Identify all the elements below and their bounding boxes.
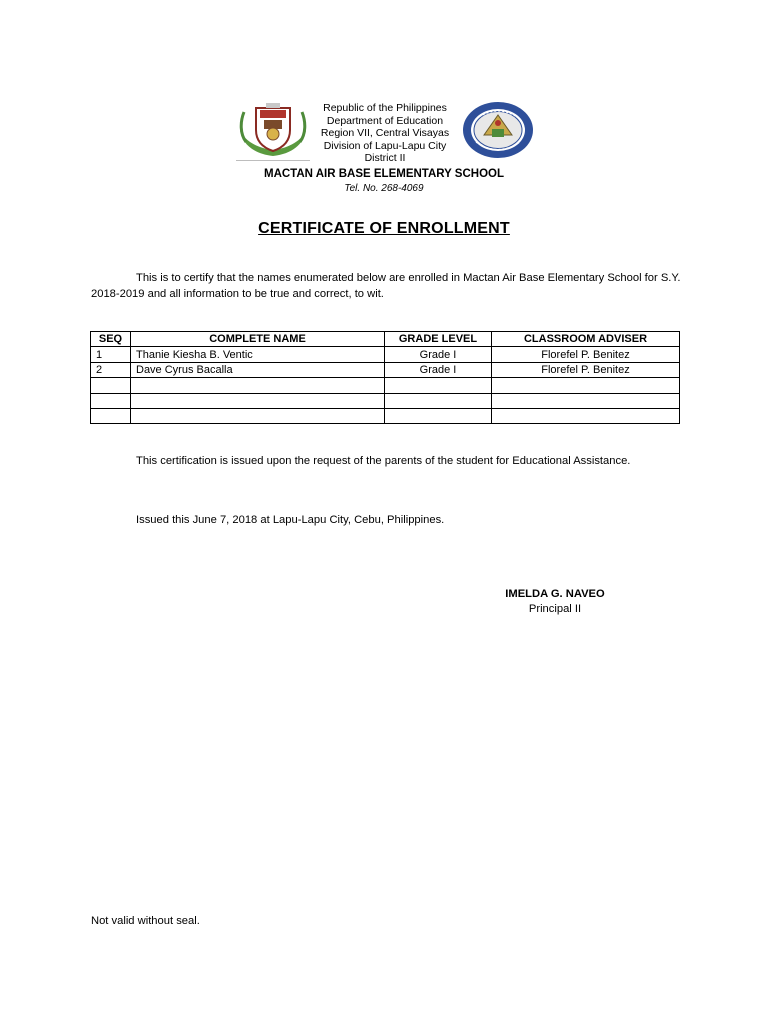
seq-cell: 1	[91, 347, 131, 362]
table-row	[91, 408, 680, 423]
adviser-cell: Florefel P. Benitez	[492, 347, 680, 362]
grade-cell	[385, 378, 492, 393]
header-line: Region VII, Central Visayas	[320, 127, 450, 140]
column-header-seq: SEQ	[91, 332, 131, 347]
name-cell: Dave Cyrus Bacalla	[131, 362, 385, 377]
header-line: Department of Education	[326, 114, 444, 127]
division-seal-logo	[462, 101, 534, 159]
name-cell	[131, 393, 385, 408]
header-line: District II	[364, 152, 406, 165]
enrollment-table	[90, 331, 680, 424]
column-header-name: COMPLETE NAME	[131, 332, 385, 347]
issued-text: Issued this June 7, 2018 at Lapu-Lapu City, Cebu, Philippines.	[136, 514, 445, 526]
school-seal-logo	[236, 100, 310, 160]
validity-note: Not valid without seal.	[91, 915, 200, 927]
seq-cell	[91, 393, 131, 408]
grade-cell: Grade I	[385, 362, 492, 377]
header-line: Division of Lapu-Lapu City	[323, 139, 447, 152]
seq-cell	[91, 408, 131, 423]
certificate-title: CERTIFICATE OF ENROLLMENT	[258, 220, 510, 237]
header-line: Republic of the Philippines	[323, 102, 447, 114]
adviser-cell	[492, 393, 680, 408]
issued-paragraph	[91, 513, 687, 529]
seq-cell: 2	[91, 362, 131, 377]
grade-cell	[385, 393, 492, 408]
signatory-name: IMELDA G. NAVEO	[505, 588, 605, 600]
adviser-cell: Florefel P. Benitez	[492, 362, 680, 377]
column-header-grade: GRADE LEVEL	[385, 332, 492, 347]
table-row	[91, 347, 680, 362]
intro-paragraph	[91, 271, 687, 302]
table-row	[91, 393, 680, 408]
grade-cell: Grade I	[385, 347, 492, 362]
adviser-cell	[492, 408, 680, 423]
table-header-row	[91, 332, 680, 347]
purpose-text: This certification is issued upon the request of the parents of the student for Educational Assistance.	[136, 455, 631, 467]
school-name: MACTAN AIR BASE ELEMENTARY SCHOOL	[263, 168, 504, 180]
name-cell	[131, 378, 385, 393]
grade-cell	[385, 408, 492, 423]
seq-cell	[91, 378, 131, 393]
name-cell: Thanie Kiesha B. Ventic	[131, 347, 385, 362]
table-row	[91, 362, 680, 377]
purpose-paragraph	[91, 454, 687, 470]
name-cell	[131, 408, 385, 423]
government-header	[300, 102, 470, 165]
logo-underline	[236, 160, 310, 161]
telephone-number: Tel. No. 268-4069	[344, 183, 424, 194]
table-row	[91, 378, 680, 393]
adviser-cell	[492, 378, 680, 393]
intro-text: This is to certify that the names enumerated below are enrolled in Mactan Air Base Elementary School for S.Y. 2018-2019 and all information to be true and correct, to wit.	[91, 272, 681, 300]
column-header-adviser: CLASSROOM ADVISER	[492, 332, 680, 347]
signatory-title: Principal II	[528, 603, 582, 615]
